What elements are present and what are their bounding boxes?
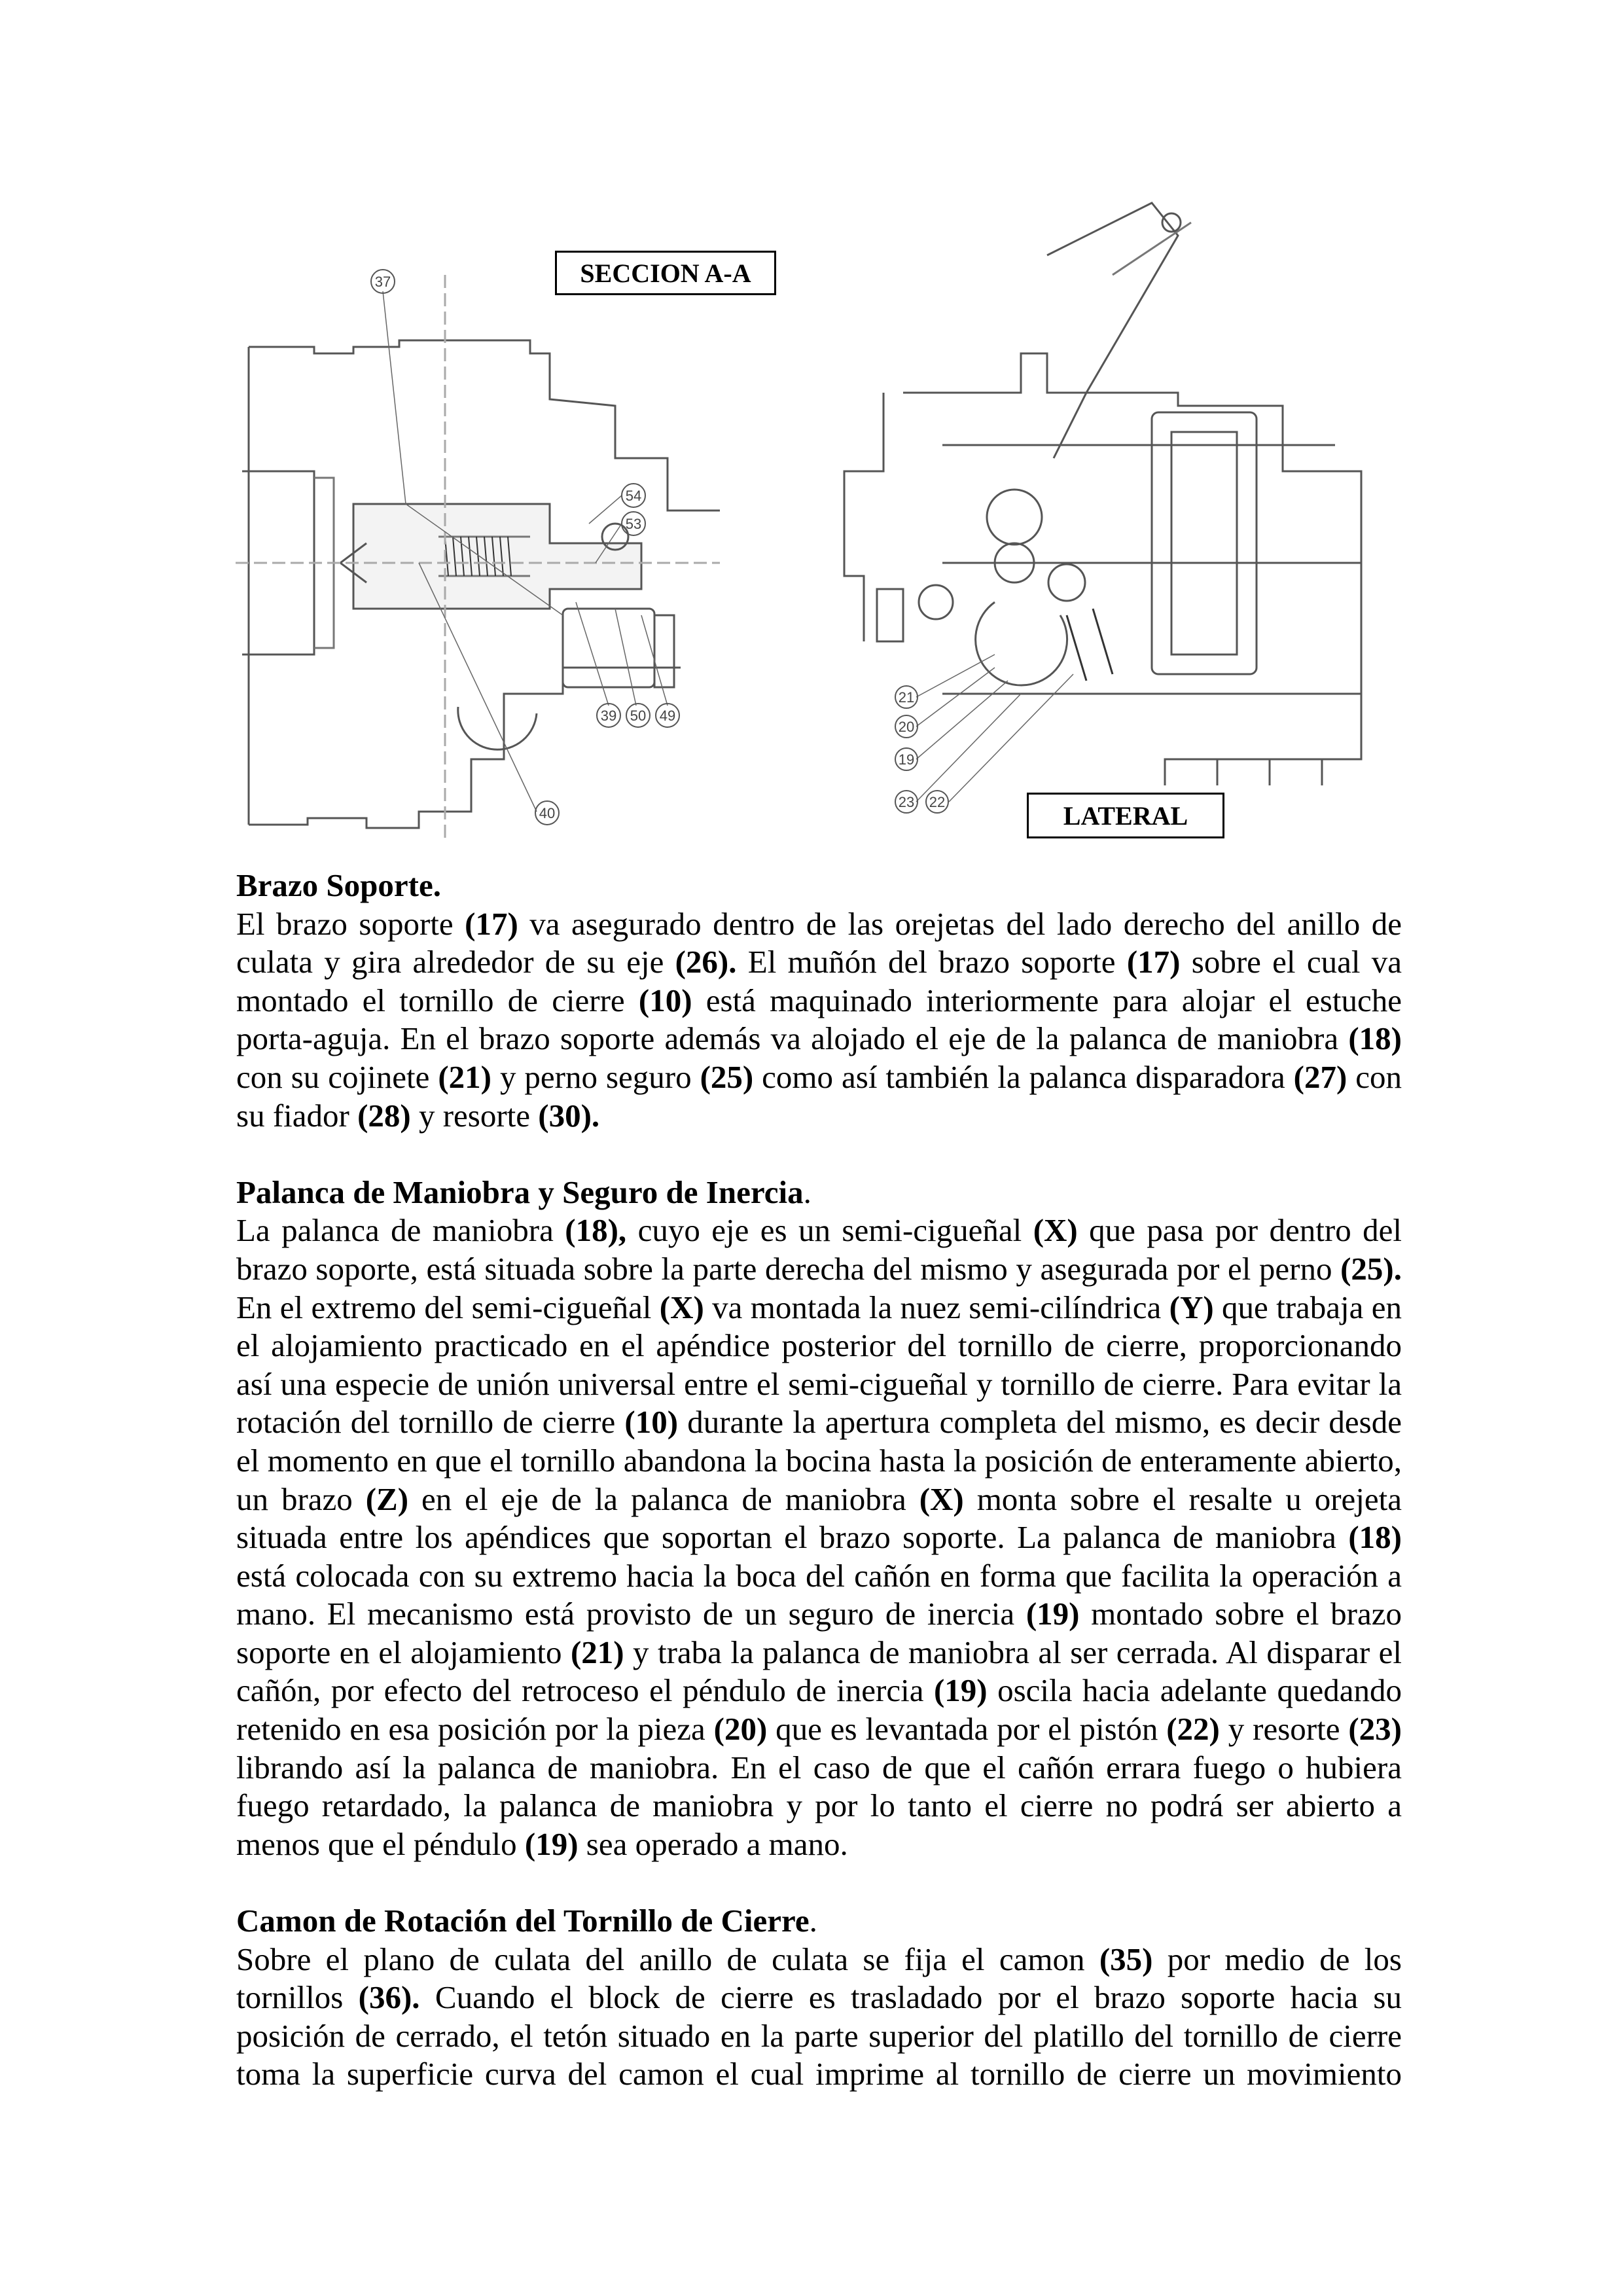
part-reference: (18), [565, 1212, 627, 1249]
section-paragraph [236, 1211, 1402, 1863]
callout-39: 39 [600, 708, 617, 724]
paragraph-text: como así también la palanca disparadora [753, 1058, 1294, 1095]
callout-22: 22 [929, 794, 946, 810]
paragraph-text: con su fiador [236, 1058, 1402, 1134]
part-reference: (36). [358, 1979, 420, 2016]
paragraph-text: sobre el cual va montado el tornillo de cierre [236, 944, 1402, 1018]
part-reference: (35) [1099, 1941, 1153, 1977]
part-reference: (23) [1348, 1711, 1402, 1748]
section-heading-suffix: . [803, 1174, 812, 1210]
callout-37: 37 [374, 274, 391, 290]
paragraph-text: está maquinado interiormente para alojar el estuche porta-aguja. En el brazo soporte además va alojado el eje de la palanca de maniobra [236, 982, 1402, 1057]
paragraph-text: librando así la palanca de maniobra. En el caso de que el cañón errara fuego o hubiera fuego retardado, la palanca de maniobra y por lo tanto el cierre no podrá ser abierto a menos que el péndulo [236, 1749, 1402, 1862]
part-reference: (18) [1348, 1020, 1402, 1057]
part-reference: (25) [700, 1058, 754, 1095]
paragraph-text: y resorte [410, 1097, 539, 1134]
section-heading-text: Camon de Rotación del Tornillo de Cierre [236, 1903, 810, 1939]
paragraph-text: durante la apertura completa del mismo, es decir desde el momento en que el tornillo abandona la bocina hasta la posición de enteramente abierto, un brazo [236, 1404, 1402, 1517]
part-reference: (27) [1293, 1058, 1347, 1095]
paragraph-text: con su cojinete [236, 1058, 438, 1095]
section-a-a-label: SECCION A-A [555, 251, 776, 295]
part-reference: (19) [1026, 1596, 1080, 1632]
paragraph-text: oscila hacia adelante quedando retenido en esa posición por la pieza [236, 1672, 1402, 1748]
part-reference: (26). [675, 944, 737, 980]
paragraph-text: y traba la palanca de maniobra al ser cerrada. Al disparar el cañón, por efecto del retroceso el péndulo de inercia [236, 1634, 1402, 1709]
section-a-a-drawing [236, 275, 720, 838]
part-reference: (25). [1340, 1250, 1402, 1287]
paragraph-text: va asegurado dentro de las orejetas del lado derecho del anillo de culata y gira alrededor de su eje [236, 905, 1402, 980]
paragraph-text: y perno seguro [491, 1058, 700, 1095]
paragraph-text: montado sobre el brazo soporte en el alojamiento [236, 1596, 1402, 1670]
paragraph-text: está colocada con su extremo hacia la boca del cañón en forma que facilita la operación a mano. El mecanismo está provisto de un seguro de inercia [236, 1557, 1402, 1632]
paragraph-text: va montada la nuez semi-cilíndrica [704, 1289, 1169, 1325]
part-reference: (19) [933, 1672, 988, 1709]
callout-54: 54 [625, 488, 642, 504]
paragraph-text: Sobre el plano de culata del anillo de culata se fija el camon [236, 1941, 1099, 1977]
paragraph-text: cuyo eje es un semi-cigueñal [626, 1212, 1033, 1249]
paragraph-text: que es levantada por el pistón [767, 1711, 1167, 1748]
paragraph-text: El brazo soporte [236, 905, 465, 942]
paragraph-text: En el extremo del semi-cigueñal [236, 1289, 660, 1325]
paragraph-text: por medio de los tornillos [236, 1941, 1402, 2016]
part-reference: (30). [538, 1097, 600, 1134]
part-reference: (17) [465, 905, 518, 942]
paragraph-text: que pasa por dentro del brazo soporte, está situada sobre la parte derecha del mismo y asegurada por el perno [236, 1212, 1402, 1287]
part-reference: (22) [1166, 1711, 1220, 1748]
mechanism-drawing [223, 196, 1400, 851]
lateral-drawing [844, 203, 1361, 802]
callout-50: 50 [630, 708, 647, 724]
paragraph-text: monta sobre el resalte u orejeta situada entre los apéndices que soportan el brazo soporte. La palanca de maniobra [236, 1480, 1402, 1556]
part-reference: (28) [357, 1097, 411, 1134]
section-heading-text: Palanca de Maniobra y Seguro de Inercia [236, 1174, 804, 1210]
part-reference: (19) [524, 1825, 579, 1862]
callout-53: 53 [625, 516, 642, 532]
part-reference: (10) [624, 1404, 679, 1441]
part-reference: (10) [638, 982, 692, 1018]
callout-21: 21 [898, 689, 915, 706]
paragraph-text: y resorte [1219, 1711, 1349, 1748]
paragraph-text: Cuando el block de cierre es trasladado por el brazo soporte hacia su posición de cerrado, el tetón situado en la parte superior del platillo del tornillo de cierre toma la superficie curva del camon el cual imprime al tornillo de cierre un movimiento [236, 1979, 1402, 2092]
part-reference: (X) [659, 1289, 704, 1325]
lateral-label: LATERAL [1027, 793, 1224, 838]
callout-23: 23 [898, 794, 915, 810]
callout-40: 40 [539, 805, 556, 821]
section-paragraph [236, 905, 1402, 1136]
section-heading-suffix: . [809, 1903, 817, 1939]
paragraph-text: El muñón del brazo soporte [736, 944, 1127, 980]
section-heading [236, 1902, 1402, 1941]
section-heading-text: Brazo Soporte. [236, 867, 441, 903]
document-body [236, 867, 1402, 2094]
part-reference: (X) [1033, 1212, 1078, 1249]
callout-20: 20 [898, 719, 915, 735]
paragraph-text: sea operado a mano. [578, 1825, 848, 1862]
paragraph-text: en el eje de la palanca de maniobra [408, 1480, 919, 1517]
technical-drawing [223, 196, 1400, 851]
part-reference: (20) [713, 1711, 768, 1748]
part-reference: (Y) [1169, 1289, 1214, 1325]
paragraph-text: La palanca de maniobra [236, 1212, 565, 1249]
section-heading [236, 1174, 1402, 1212]
section-heading [236, 867, 1402, 905]
part-reference: (X) [919, 1480, 964, 1517]
section-paragraph [236, 1941, 1402, 2094]
callout-49: 49 [659, 708, 676, 724]
part-reference: (21) [570, 1634, 624, 1670]
paragraph-text: que trabaja en el alojamiento practicado en el apéndice posterior del tornillo de cierre, proporcionando así una especie de unión universal entre el semi-cigueñal y tornillo de cierre. Para evitar la rotación del tornillo de cierre [236, 1289, 1402, 1441]
part-reference: (Z) [365, 1480, 409, 1517]
part-reference: (21) [438, 1058, 491, 1095]
callout-19: 19 [898, 751, 915, 768]
part-reference: (17) [1126, 944, 1181, 980]
part-reference: (18) [1348, 1519, 1402, 1556]
